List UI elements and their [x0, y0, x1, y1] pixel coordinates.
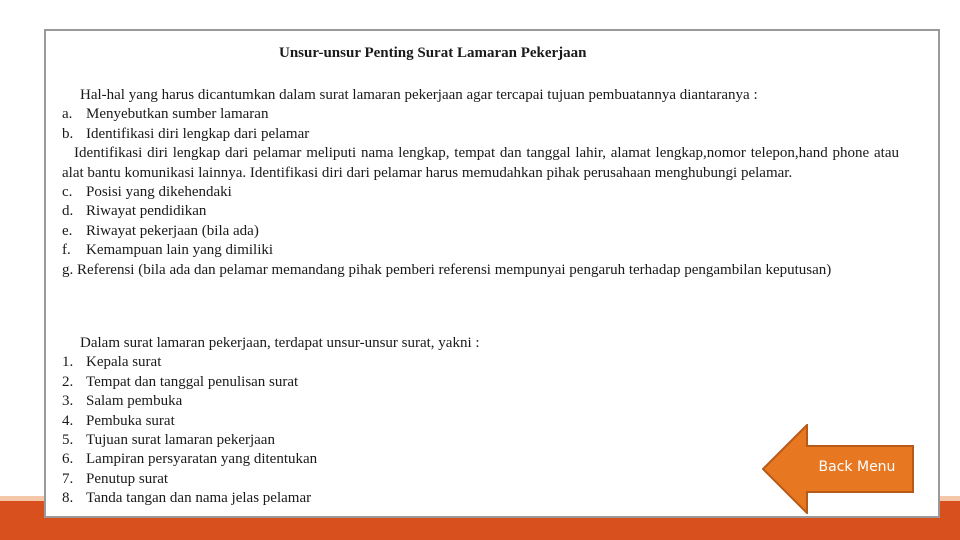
list-marker: 3.: [62, 393, 74, 410]
list-item: [62, 450, 662, 469]
list-marker: 5.: [62, 432, 74, 449]
list-marker: 1.: [62, 354, 74, 371]
back-menu-label: Back Menu: [818, 459, 896, 475]
list-item: [62, 412, 662, 431]
list-item-text: Salam pembuka: [86, 393, 183, 410]
list-item: [62, 125, 899, 144]
list-item: [62, 183, 899, 202]
list-item-text: Riwayat pekerjaan (bila ada): [86, 222, 259, 239]
list-item: [62, 202, 899, 221]
list-marker: f.: [62, 242, 71, 259]
list-item: [62, 105, 899, 124]
identification-detail-paragraph: Identifikasi diri lengkap dari pelamar meliputi nama lengkap, tempat dan tanggal lahir, alamat lengkap,nomor telepon,hand phone atau alat bantu komunikasi lainnya. Identifikasi diri dari pelamar harus memudahkan pihak perusahaan menghubungi pelamar.: [62, 145, 899, 181]
list-item: [62, 222, 899, 241]
list-marker: 7.: [62, 470, 74, 487]
list-marker: d.: [62, 203, 74, 220]
list-marker: 8.: [62, 490, 74, 507]
list-marker: e.: [62, 222, 73, 239]
list-item: [62, 373, 662, 392]
section-2-intro: Dalam surat lamaran pekerjaan, terdapat unsur-unsur surat, yakni :: [80, 335, 480, 351]
back-menu-button[interactable]: [762, 424, 915, 514]
list-marker: 4.: [62, 412, 74, 429]
list-item-text: Menyebutkan sumber lamaran: [86, 106, 269, 123]
list-item-text: Riwayat pendidikan: [86, 203, 207, 220]
list-item-text: Penutup surat: [86, 470, 169, 487]
page-title: Unsur-unsur Penting Surat Lamaran Pekerjaan: [279, 45, 587, 61]
list-item-text: Kemampuan lain yang dimiliki: [86, 242, 274, 259]
list-marker: a.: [62, 106, 73, 123]
list-marker: 6.: [62, 451, 74, 468]
list-item-text: Posisi yang dikehendaki: [86, 184, 232, 201]
list-item: [62, 241, 899, 260]
section-2: [62, 334, 662, 509]
list-item: [62, 470, 662, 489]
list-item-text: Kepala surat: [86, 354, 162, 371]
list-item-text: Tujuan surat lamaran pekerjaan: [86, 432, 275, 449]
list-item-text: Lampiran persyaratan yang ditentukan: [86, 451, 318, 468]
list-item-text: Identifikasi diri lengkap dari pelamar: [86, 125, 310, 142]
list-marker: b.: [62, 125, 74, 142]
list-item: [62, 392, 662, 411]
list-item-referensi: g. Referensi (bila ada dan pelamar memandang pihak pemberi referensi mempunyai pengaruh terhadap pengambilan keputusan): [62, 261, 832, 278]
list-item-text: Pembuka surat: [86, 412, 175, 429]
section-1-intro: Hal-hal yang harus dicantumkan dalam surat lamaran pekerjaan agar tercapai tujuan pembuatannya diantaranya :: [80, 87, 758, 103]
list-item: [62, 353, 662, 372]
section-1: [62, 86, 899, 280]
list-item: [62, 431, 662, 450]
list-item-text: Tanda tangan dan nama jelas pelamar: [86, 490, 312, 507]
list-item: [62, 489, 662, 508]
list-item-text: Tempat dan tanggal penulisan surat: [86, 373, 299, 390]
list-marker: 2.: [62, 373, 74, 390]
list-marker: c.: [62, 184, 73, 201]
